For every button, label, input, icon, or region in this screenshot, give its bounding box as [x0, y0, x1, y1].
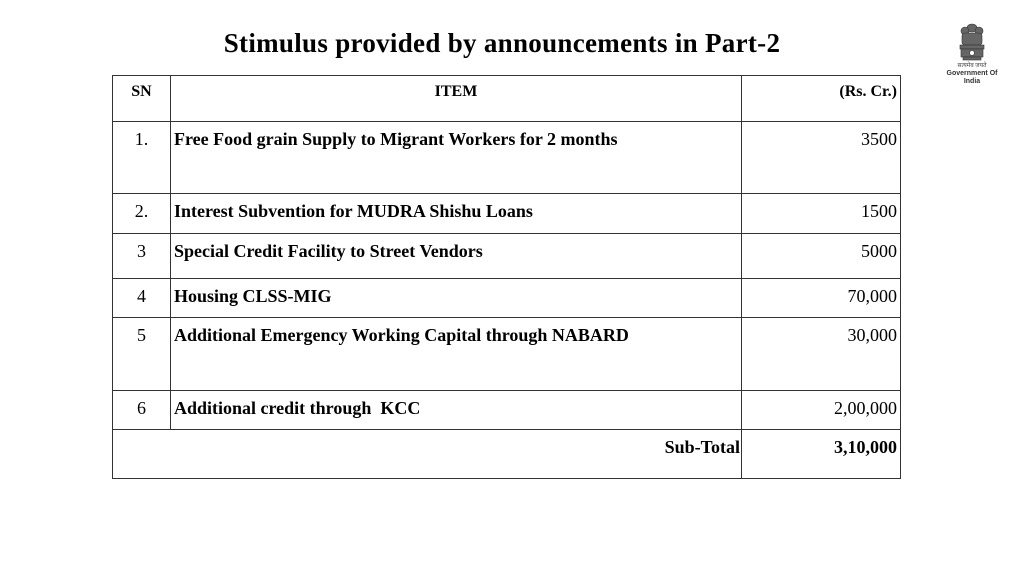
table-row — [113, 122, 901, 194]
cell-sn: 2. — [113, 194, 171, 234]
cell-item: Additional credit through KCC — [171, 391, 742, 430]
cell-sn: 6 — [113, 391, 171, 430]
cell-item: Interest Subvention for MUDRA Shishu Loans — [171, 194, 742, 234]
table-row — [113, 194, 901, 234]
page-title: Stimulus provided by announcements in Part-2 — [223, 28, 781, 58]
cell-amount: 1500 — [742, 194, 901, 234]
cell-amount: 3500 — [742, 122, 901, 194]
lion-capital-icon — [957, 22, 987, 62]
government-emblem — [941, 22, 1003, 88]
cell-item: Additional Emergency Working Capital through NABARD — [171, 318, 742, 391]
subtotal-label: Sub-Total — [113, 430, 742, 479]
header-sn: SN — [113, 76, 171, 122]
cell-sn: 5 — [113, 318, 171, 391]
emblem-motto: सत्यमेव जयते — [957, 63, 987, 69]
cell-sn: 4 — [113, 279, 171, 318]
cell-amount: 30,000 — [742, 318, 901, 391]
subtotal-value: 3,10,000 — [742, 430, 901, 479]
cell-amount: 2,00,000 — [742, 391, 901, 430]
header-amount: (Rs. Cr.) — [742, 76, 901, 122]
cell-sn: 1. — [113, 122, 171, 194]
header-item: ITEM — [171, 76, 742, 122]
table-row — [113, 234, 901, 279]
table-row — [113, 279, 901, 318]
cell-item: Housing CLSS-MIG — [171, 279, 742, 318]
stimulus-table — [112, 75, 901, 479]
cell-sn: 3 — [113, 234, 171, 279]
table-header-row — [113, 76, 901, 122]
table-row — [113, 318, 901, 391]
cell-item: Special Credit Facility to Street Vendors — [171, 234, 742, 279]
table-row — [113, 391, 901, 430]
cell-amount: 70,000 — [742, 279, 901, 318]
emblem-label: Government Of India — [946, 70, 998, 85]
cell-item: Free Food grain Supply to Migrant Workers for 2 months — [171, 122, 742, 194]
cell-amount: 5000 — [742, 234, 901, 279]
subtotal-row — [113, 430, 901, 479]
